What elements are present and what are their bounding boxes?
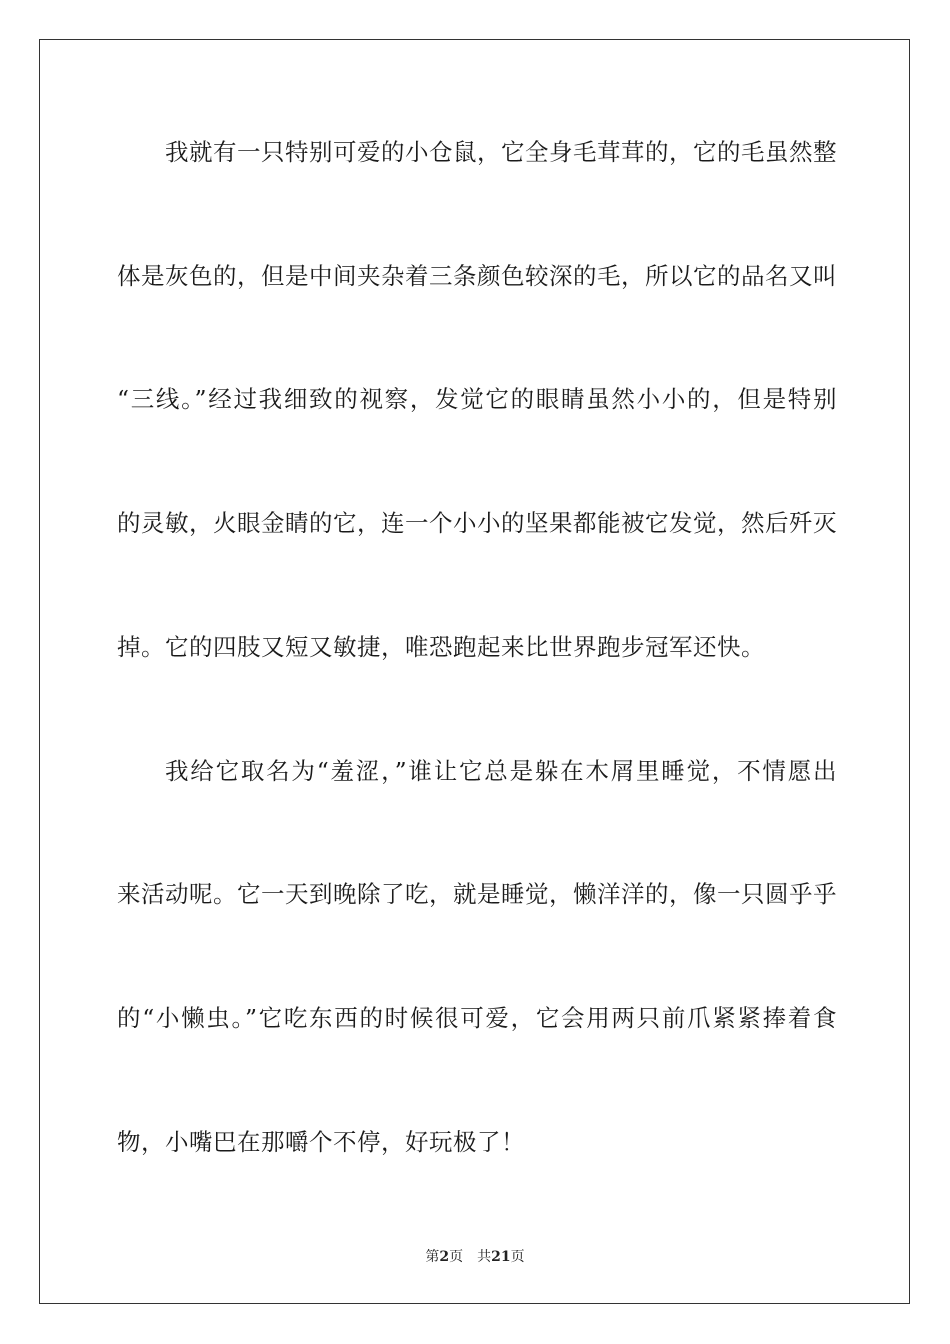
paragraph-1-line-4: 的灵敏，火眼金睛的它，连一个小小的坚果都能被它发觉，然后歼灭 xyxy=(117,509,837,537)
current-page-number: 2 xyxy=(439,1249,450,1265)
paragraph-2-line-2: 来活动呢。它一天到晚除了吃，就是睡觉，懒洋洋的，像一只圆乎乎 xyxy=(117,880,837,908)
paragraph-1-line-2: 体是灰色的，但是中间夹杂着三条颜色较深的毛，所以它的品名又叫 xyxy=(117,262,837,290)
paragraph-1-line-3: “三线。”经过我细致的视察，发觉它的眼睛虽然小小的，但是特别 xyxy=(117,385,837,413)
paragraph-2-line-3: 的“小懒虫。”它吃东西的时候很可爱，它会用两只前爪紧紧捧着食 xyxy=(117,1004,837,1032)
paragraph-2-line-1: 我给它取名为“羞涩，”谁让它总是躲在木屑里睡觉，不情愿出 xyxy=(165,757,837,785)
paragraph-2-line-4: 物，小嘴巴在那嚼个不停，好玩极了！ xyxy=(117,1128,525,1156)
paragraph-1-line-5: 掉。它的四肢又短又敏捷，唯恐跑起来比世界跑步冠军还快。 xyxy=(117,633,765,661)
paragraph-1-line-1: 我就有一只特别可爱的小仓鼠，它全身毛茸茸的，它的毛虽然整 xyxy=(165,138,837,166)
total-pages-number: 21 xyxy=(491,1249,511,1265)
page-border xyxy=(39,39,910,1304)
page-footer xyxy=(0,1248,950,1266)
page-suffix: 页 xyxy=(449,1249,464,1265)
total-suffix: 页 xyxy=(510,1249,525,1265)
page-prefix: 第 xyxy=(425,1249,440,1265)
total-prefix: 共 xyxy=(477,1249,492,1265)
